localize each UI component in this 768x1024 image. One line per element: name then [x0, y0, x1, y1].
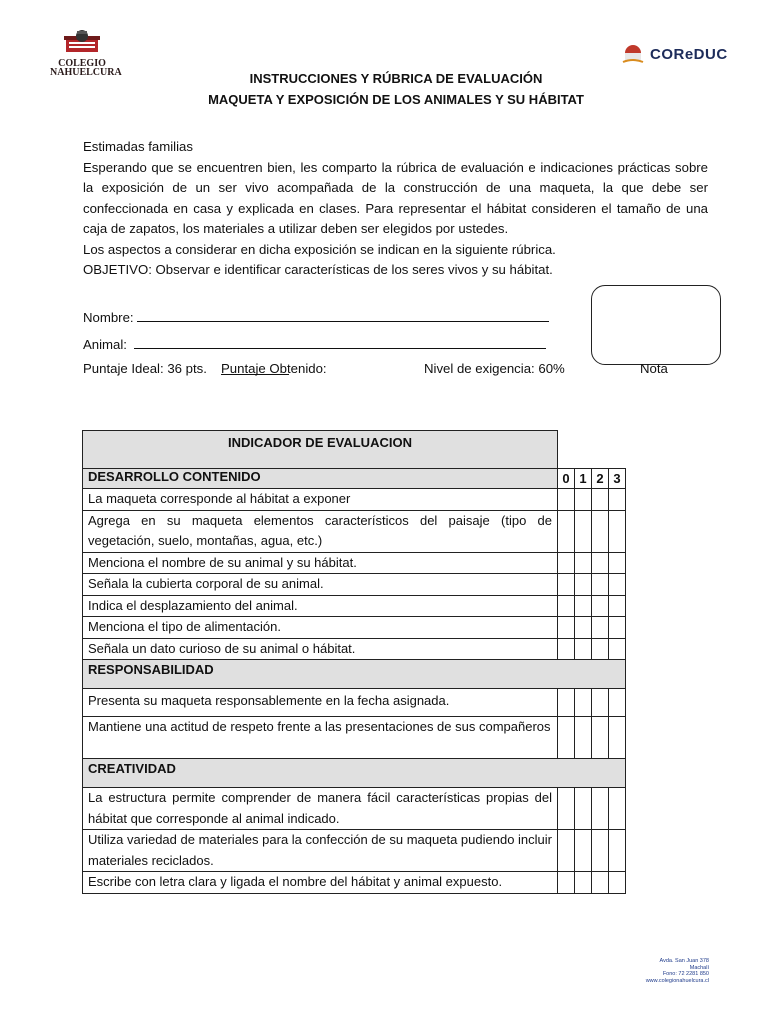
score-cell[interactable] [558, 872, 575, 894]
footer-web[interactable]: www.colegionahuelcura.cl [645, 977, 709, 984]
score-cell[interactable] [575, 830, 592, 872]
document-title: INSTRUCCIONES Y RÚBRICA DE EVALUACIÓN [249, 71, 543, 86]
score-cell[interactable] [609, 574, 626, 596]
score-col-1: 1 [575, 469, 592, 489]
score-cell[interactable] [575, 617, 592, 639]
footer-address: Avda. San Juan 378 [659, 958, 709, 964]
score-cell[interactable] [575, 872, 592, 894]
indicator-text: Presenta su maqueta responsablemente en la fecha asignada. [83, 689, 558, 717]
score-cell[interactable] [558, 638, 575, 660]
score-cell[interactable] [575, 489, 592, 511]
footer-phone: Fono: 72 2281 850 [662, 971, 709, 977]
demand-level: Nivel de exigencia: 60% [424, 361, 565, 376]
score-cell[interactable] [609, 638, 626, 660]
indicator-text: Señala la cubierta corporal de su animal. [83, 574, 558, 596]
score-cell[interactable] [592, 489, 609, 511]
section-desarrollo: DESARROLLO CONTENIDO [83, 469, 558, 489]
table-row [83, 717, 626, 759]
indicator-text: Menciona el tipo de alimentación. [83, 617, 558, 639]
score-cell[interactable] [609, 830, 626, 872]
school-crest-icon [60, 28, 104, 54]
score-cell[interactable] [558, 552, 575, 574]
score-cell[interactable] [575, 552, 592, 574]
table-row [83, 638, 626, 660]
name-label: Nombre: [83, 310, 134, 325]
coreduc-logo [620, 42, 728, 70]
score-cell[interactable] [558, 717, 575, 759]
score-cell[interactable] [609, 552, 626, 574]
colegio-logo [50, 28, 122, 78]
name-line[interactable] [137, 307, 549, 322]
table-row [83, 788, 626, 830]
score-cell[interactable] [609, 489, 626, 511]
score-cell[interactable] [575, 788, 592, 830]
score-cell[interactable] [558, 830, 575, 872]
score-cell[interactable] [609, 872, 626, 894]
score-cell[interactable] [592, 689, 609, 717]
indicator-text: Señala un dato curioso de su animal o hábitat. [83, 638, 558, 660]
score-cell[interactable] [609, 617, 626, 639]
section-responsabilidad: RESPONSABILIDAD [83, 660, 626, 689]
table-row [83, 574, 626, 596]
table-row [83, 830, 626, 872]
footer-city: Machalí [689, 964, 709, 971]
score-cell[interactable] [575, 689, 592, 717]
grade-box[interactable] [591, 285, 721, 365]
obtained-label: Puntaje Obtenido: [221, 361, 327, 376]
score-cell[interactable] [558, 574, 575, 596]
intro-paragraph: Esperando que se encuentren bien, les comparto la rúbrica de evaluación e indicaciones prácticas sobre la exposición de un ser vivo acompañada de la construcción de una maqueta, la que debe ser confeccionada en casa y explicada en clases. Para representar el hábitat consideren el tamaño de una caja de zapatos, los materiales a utilizar deben ser elegidos por ustedes. [83, 159, 708, 236]
score-cell[interactable] [592, 510, 609, 552]
score-cell[interactable] [558, 489, 575, 511]
score-cell[interactable] [609, 595, 626, 617]
colegio-logo-text: COLEGIO NAHUELCURA [50, 58, 122, 78]
score-cell[interactable] [558, 617, 575, 639]
table-row [83, 872, 626, 894]
score-cell[interactable] [575, 510, 592, 552]
score-col-0: 0 [558, 469, 575, 489]
table-row [83, 552, 626, 574]
indicator-text: Mantiene una actitud de respeto frente a las presentaciones de sus compañeros [83, 717, 558, 759]
score-cell[interactable] [558, 510, 575, 552]
score-cell[interactable] [558, 788, 575, 830]
score-cell[interactable] [592, 788, 609, 830]
indicator-text: Escribe con letra clara y ligada el nombre del hábitat y animal expuesto. [83, 872, 558, 894]
indicator-text: La maqueta corresponde al hábitat a exponer [83, 489, 558, 511]
name-field[interactable] [83, 307, 549, 325]
score-cell[interactable] [592, 552, 609, 574]
score-cell[interactable] [575, 595, 592, 617]
score-cell[interactable] [592, 717, 609, 759]
indicator-text: Utiliza variedad de materiales para la confección de su maqueta pudiendo incluir materiales reciclados. [83, 830, 558, 872]
intro-section [83, 137, 708, 281]
score-cell[interactable] [575, 717, 592, 759]
score-cell[interactable] [592, 574, 609, 596]
footer-contact [646, 958, 709, 984]
score-cell[interactable] [609, 689, 626, 717]
objective-text: OBJETIVO: Observar e identificar características de los seres vivos y su hábitat. [83, 262, 553, 277]
table-row [83, 489, 626, 511]
table-row [83, 595, 626, 617]
rubric-header: INDICADOR DE EVALUACION [83, 431, 558, 469]
score-col-2: 2 [592, 469, 609, 489]
score-cell[interactable] [609, 510, 626, 552]
coreduc-emblem-icon [620, 42, 646, 68]
animal-label: Animal: [83, 337, 127, 352]
score-cell[interactable] [558, 595, 575, 617]
score-cell[interactable] [592, 638, 609, 660]
score-cell[interactable] [592, 617, 609, 639]
coreduc-wordmark: COReDUC [650, 46, 728, 63]
score-cell[interactable] [592, 595, 609, 617]
indicator-text: La estructura permite comprender de manera fácil características propias del hábitat que corresponde al animal indicado. [83, 788, 558, 830]
score-cell[interactable] [592, 872, 609, 894]
aspects-text: Los aspectos a considerar en dicha exposición se indican en la siguiente rúbrica. [83, 241, 556, 257]
indicator-text: Menciona el nombre de su animal y su hábitat. [83, 552, 558, 574]
ideal-score: Puntaje Ideal: 36 pts. [83, 361, 207, 376]
obtained-blank[interactable] [221, 361, 289, 375]
score-cell[interactable] [609, 788, 626, 830]
table-row [83, 617, 626, 639]
score-cell[interactable] [575, 638, 592, 660]
score-col-3: 3 [609, 469, 626, 489]
indicator-text: Indica el desplazamiento del animal. [83, 595, 558, 617]
score-cell[interactable] [592, 830, 609, 872]
greeting: Estimadas familias [83, 139, 193, 154]
grade-label: Nota [640, 361, 668, 376]
document-subtitle: MAQUETA Y EXPOSICIÓN DE LOS ANIMALES Y SU HÁBITAT [208, 92, 584, 107]
table-row [83, 510, 626, 552]
score-cell[interactable] [558, 689, 575, 717]
rubric-table [82, 430, 626, 894]
score-cell[interactable] [575, 574, 592, 596]
score-cell[interactable] [609, 717, 626, 759]
animal-field[interactable] [83, 334, 546, 352]
indicator-text: Agrega en su maqueta elementos característicos del paisaje (tipo de vegetación, suelo, montañas, agua, etc.) [83, 510, 558, 552]
table-row [83, 689, 626, 717]
section-creatividad: CREATIVIDAD [83, 759, 626, 788]
animal-line[interactable] [134, 334, 546, 349]
